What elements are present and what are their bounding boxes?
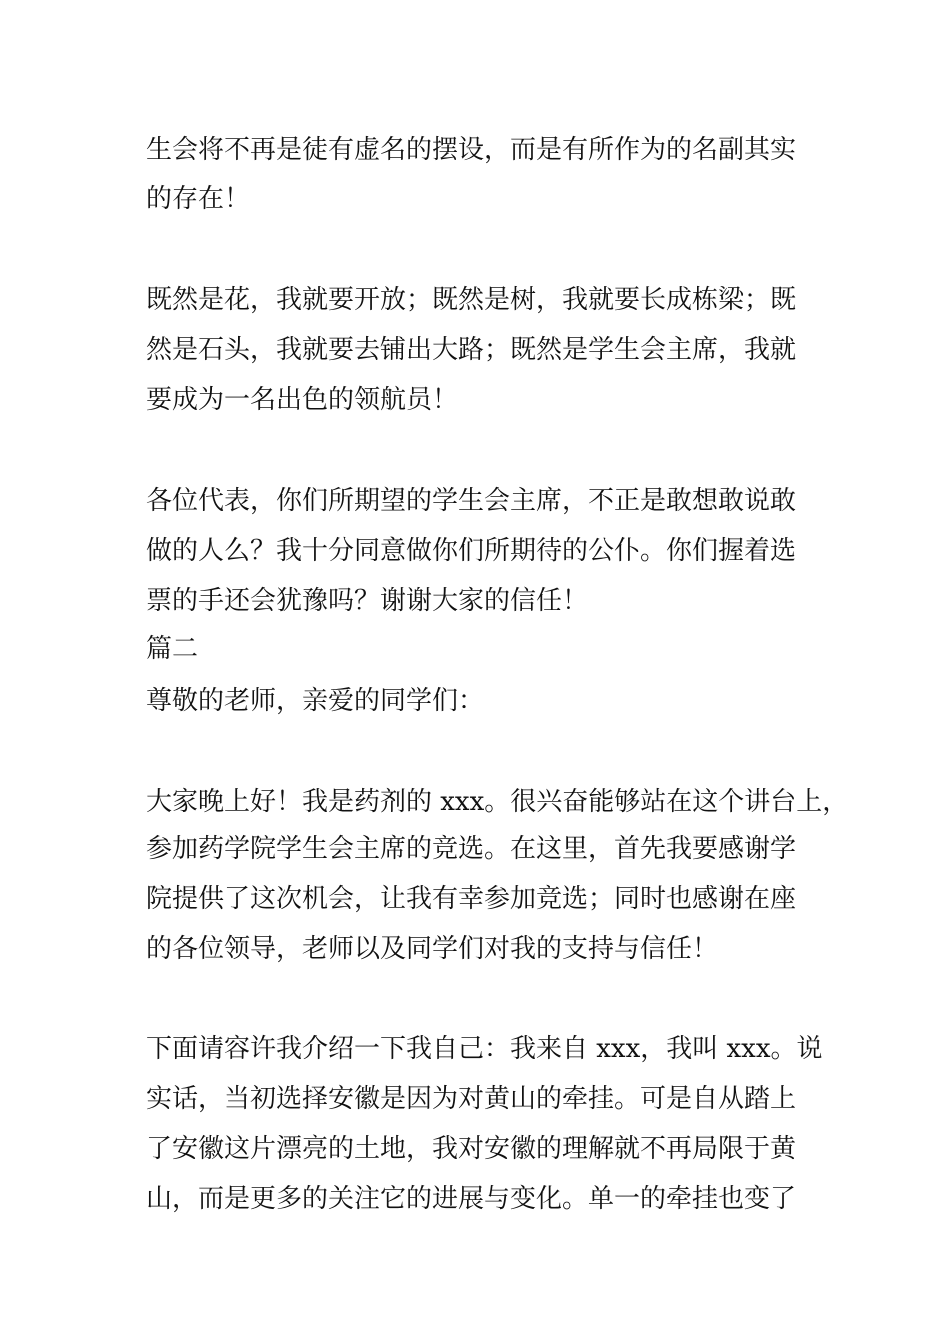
text-line: 参加药学院学生会主席的竞选。在这里，首先我要感谢学	[146, 834, 797, 864]
text-line: 实话，当初选择安徽是因为对黄山的牵挂。可是自从踏上	[146, 1084, 797, 1114]
text-line: 山，而是更多的关注它的进展与变化。单一的牵挂也变了	[146, 1184, 797, 1214]
text-line: 下面请容许我介绍一下我自己：我来自 xxx，我叫 xxx。说	[146, 1034, 823, 1064]
section-heading: 篇二	[146, 634, 199, 664]
text-line: 的存在！	[146, 184, 251, 214]
text-line: 生会将不再是徒有虚名的摆设，而是有所作为的名副其实	[146, 135, 797, 165]
text-line: 要成为一名出色的领航员！	[146, 385, 459, 415]
salutation: 尊敬的老师，亲爱的同学们：	[146, 686, 485, 716]
text-line: 了安徽这片漂亮的土地，我对安徽的理解就不再局限于黄	[146, 1134, 797, 1164]
text-line: 然是石头，我就要去铺出大路；既然是学生会主席，我就	[146, 335, 797, 365]
text-line: 做的人么？我十分同意做你们所期待的公仆。你们握着选	[146, 536, 797, 566]
text-line: 各位代表，你们所期望的学生会主席，不正是敢想敢说敢	[146, 486, 797, 516]
text-line: 大家晚上好！我是药剂的 xxx。很兴奋能够站在这个讲台上，	[146, 787, 849, 817]
text-line: 票的手还会犹豫吗？谢谢大家的信任！	[146, 586, 589, 616]
text-line: 的各位领导，老师以及同学们对我的支持与信任！	[146, 934, 719, 964]
text-line: 既然是花，我就要开放；既然是树，我就要长成栋梁；既	[146, 285, 797, 315]
text-line: 院提供了这次机会，让我有幸参加竞选；同时也感谢在座	[146, 884, 797, 914]
